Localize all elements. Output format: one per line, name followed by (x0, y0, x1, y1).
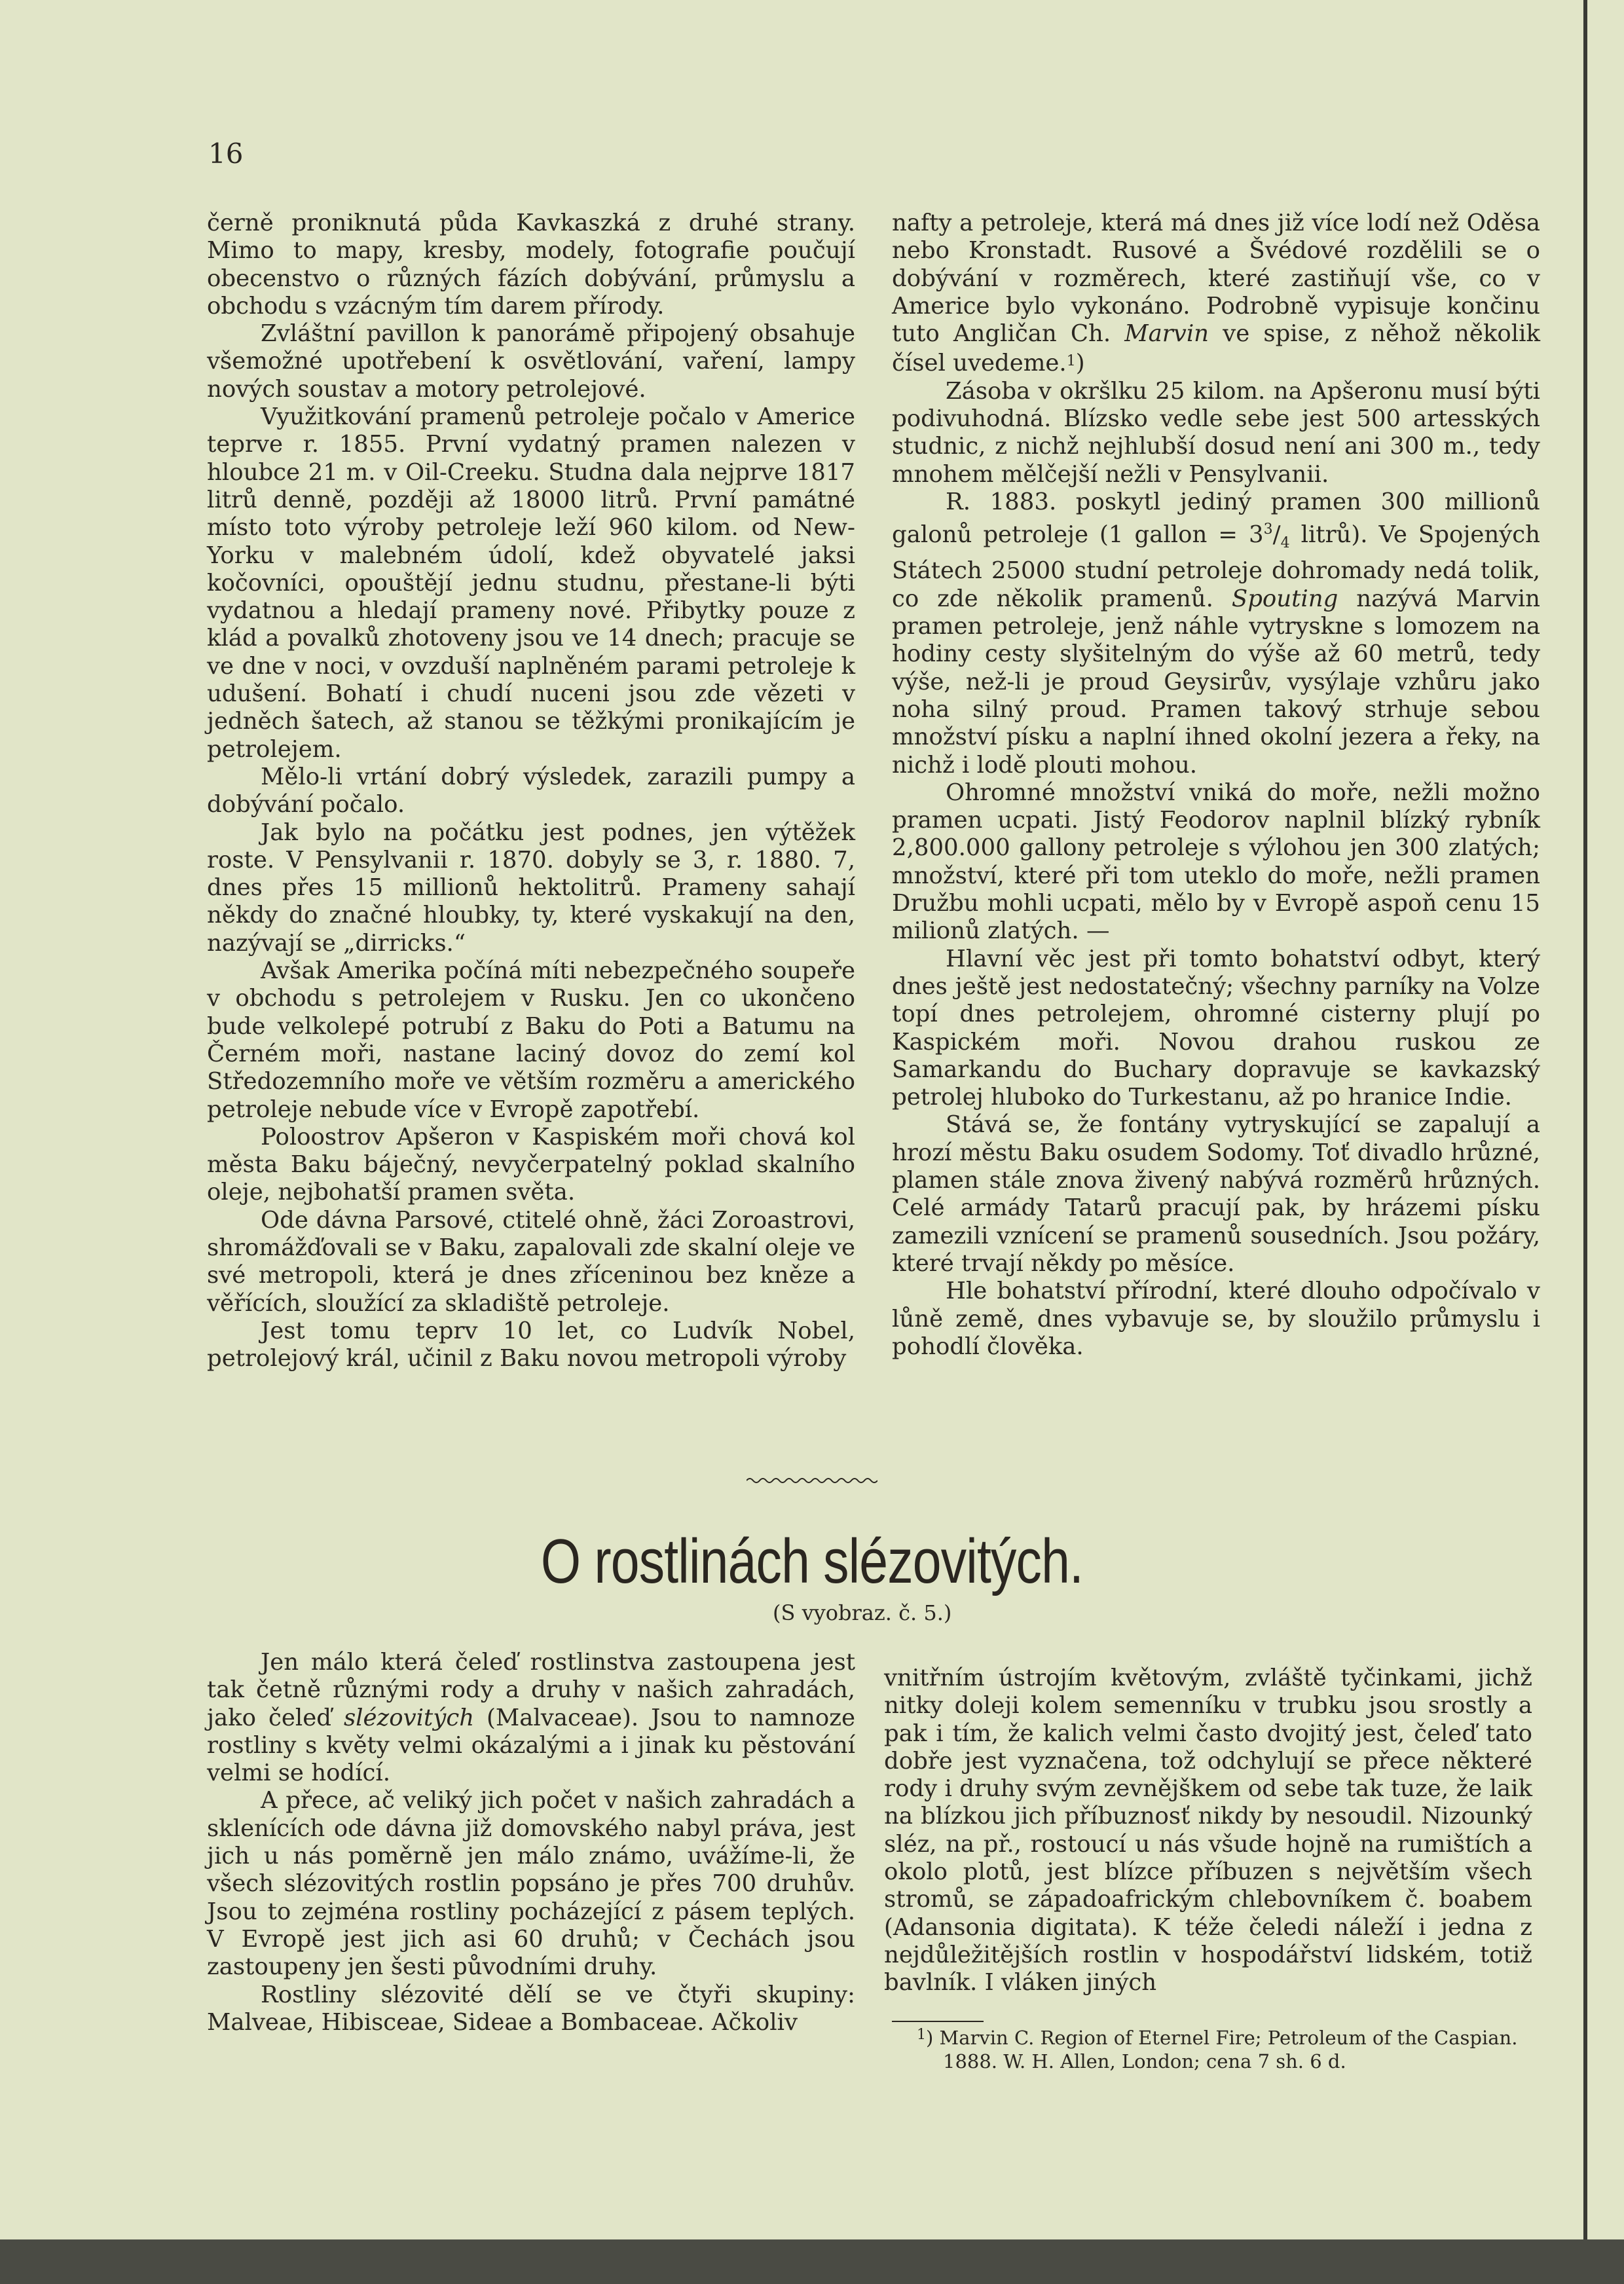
paragraph: Jest tomu teprv 10 let, co Ludvík Nobel, petrolejový král, učinil z Baku novou metropoli výroby (207, 1317, 855, 1372)
paragraph: Poloostrov Apšeron v Kaspiském moři chová kol města Baku báječný, nevyčerpatelný poklad skalního oleje, nejbohatší pramen světa. (207, 1123, 855, 1206)
paragraph: Ohromné množství vniká do moře, nežli možno pramen ucpati. Jistý Feodorov naplnil blízký rybník 2,800.000 gallony petroleje s výlohou jen 300 zlatých; množství, které při tom uteklo do moře, nežli pramen Družbu mohli ucpati, mělo by v Evropě aspoň cenu 15 milionů zlatých. — (892, 779, 1540, 945)
text-run: Jen málo která čeleď rostlinstva zastoupena jest tak četně různými rody a druhy v našich zahradách, jako čeleď (207, 1649, 855, 1731)
footnote-text: Marvin C. Region of Eternel Fire; Petroleum of the Caspian. 1888. W. H. Allen, London; cena 7 sh. 6 d. (939, 2027, 1518, 2072)
footnote-marker-paren: ) (926, 2027, 934, 2049)
author-name: Marvin (1124, 320, 1209, 348)
text-run: ve spise, z něhož několik čísel uvedeme. (892, 320, 1540, 377)
footnote (917, 2023, 1565, 2073)
paragraph: R. 1883. poskytl jediný pramen 300 millionů galonů petroleje (1 gallon = $3^3/_4$ litrů). Ve Spojených Státech 25000 studní petroleje dohromady nedá tolik, co zde několik pramenů. Spouting nazývá Marvin pramen petroleje, jenž náhle vytryskne s lomozem na hodiny cesty slyšitelným do výše až 60 metrů, tedy výše, než-li je proud Geysirův, vysýlaje vzhůru jako noha silný proud. Pramen takový strhuje sebou množství písku a naplní ihned okolní jezera a řeky, na nichž i lodě plouti mohou. (892, 488, 1540, 779)
paragraph: Využitkování pramenů petroleje počalo v Americe teprve r. 1855. První vydatný pramen nalezen v hloubce 21 m. v Oil-Creeku. Studna dala nejprve 1817 litrů denně, později až 18000 litrů. První památné místo toto výroby petroleje leží 960 kilom. od New-Yorku v malebném údolí, kdež obyvatelé jaksi kočovníci, opouštějí jednu studnu, přestane-li býti vydatnou a hledají prameny nové. Přibytky pouze z klád a povalků zhotoveny jsou ve 14 dnech; pracuje se ve dne v noci, v ovzduší naplněném parami petroleje k udušení. Bohatí i chudí nuceni jsou zde vězeti v jedněch šatech, až stanou se těžkými pronikajícím je petrolejem. (207, 403, 855, 763)
paragraph (207, 1649, 855, 1787)
paragraph: Zvláštní pavillon k panorámě připojený obsahuje všemožné upotřebení k osvětlování, vaření, lampy nových soustav a motory petrolejové. (207, 320, 855, 403)
page-edge-rule (1583, 0, 1587, 2239)
paragraph: Mělo-li vrtání dobrý výsledek, zarazili pumpy a dobývání počalo. (207, 763, 855, 819)
footnote-marker: 1 (917, 2027, 926, 2043)
paragraph: Stává se, že fontány vytryskující se zapalují a hrozí městu Baku osudem Sodomy. Toť divadlo hrůzné, plamen stále znova živený nabývá rozměrů hrůzných. Celé armády Tatarů pracují pak, by hrázemi písku zamezili vznícení se pramenů sousedních. Jsou požáry, které trvají někdy po měsíce. (892, 1111, 1540, 1277)
column-right (892, 210, 1540, 1361)
paragraph (892, 210, 1540, 378)
article-column-right (884, 1665, 1532, 1997)
paragraph: Avšak Amerika počíná míti nebezpečného soupeře v obchodu s petrolejem v Rusku. Jen co ukončeno bude velkolepé potrubí z Baku do Poti a Batumu na Černém moři, nastane laciný dovoz do zemí kol Středozemního moře ve větším rozměru a amerického petroleje nebude více v Evropě zapotřebí. (207, 957, 855, 1123)
paragraph: Hle bohatství přírodní, které dlouho odpočívalo v lůně země, dnes vybavuje se, by sloužilo průmyslu i pohodlí člověka. (892, 1278, 1540, 1360)
text-run: (Malvaceae). Jsou to namnoze rostliny s květy velmi okázalými a i jinak ku pěstování velmi se hodící. (207, 1704, 855, 1787)
paragraph: Ode dávna Parsové, ctitelé ohně, žáci Zoroastrovi, shromážďovali se v Baku, zapalovali zde skalní oleje ve své metropoli, která je dnes zříceninou bez kněze a věřících, sloužící za skladiště petroleje. (207, 1206, 855, 1317)
text-run: nafty a petroleje, která má dnes již více lodí než Oděsa nebo Kronstadt. Rusové a Švédové rozdělili se o dobývání v rozměrech, které zastiňují vše, co v Americe bylo vykonáno. Podrobně vypisuje končinu tuto Angličan Ch. (892, 210, 1540, 348)
paragraph: A přece, ač veliký jich počet v našich zahradách a sklenících ode dávna již domovského nabyl práva, jest jich u nás poměrně jen málo známo, uvážíme-li, že všech slézovitých rostlin popsáno je přes 700 druhův. Jsou to zejména rostliny pocházející z pásem teplých. V Evropě jest jich asi 60 druhů; v Čechách jsou zastoupeny jen šesti původními druhy. (207, 1787, 855, 1981)
page-number: 16 (208, 138, 244, 170)
text-run: nazývá Marvin pramen petroleje, jenž náhle vytryskne s lomozem na hodiny cesty slyšitelným do výše až 60 metrů, tedy výše, než-li je proud Geysirův, vysýlaje vzhůru jako noha silný proud. Pramen takový strhuje sebou množství písku a naplní ihned okolní jezera a řeky, na nichž i lodě plouti mohou. (892, 585, 1540, 779)
column-left (207, 210, 855, 1372)
article-title: O rostlinách slézovitých. (540, 1526, 1084, 1596)
paragraph: Jak bylo na počátku jest podnes, jen výtěžek roste. V Pensylvanii r. 1870. dobyly se 3, r. 1880. 7, dnes přes 15 millionů hektolitrů. Prameny sahají někdy do značné hloubky, ty, které vyskakují na den, nazývají se „dirricks.“ (207, 819, 855, 957)
paragraph: Hlavní věc jest při tomto bohatství odbyt, který dnes ještě jest nedostatečný; všechny parníky na Volze topí dnes petrolejem, ohromné cisterny plují po Kaspickém moři. Novou drahou ruskou ze Samarkandu do Buchary dopravuje se kavkazský petrolej hluboko do Turkestanu, až po hranice Indie. (892, 945, 1540, 1111)
paragraph: Rostliny slézovité dělí se ve čtyři skupiny: Malveae, Hibisceae, Sideae a Bombaceae. Ačkoliv (207, 1981, 855, 2036)
article-subtitle: (S vyobraz. č. 5.) (773, 1600, 952, 1625)
text-run: litrů). Ve Spojených Státech 25000 studní petroleje dohromady nedá tolik, co zde několik pramenů. (892, 521, 1540, 612)
paragraph: Zásoba v okršlku 25 kilom. na Apšeronu musí býti podivuhodná. Blízsko vedle sebe jest 500 artesských studnic, z nichž nejhlubší dosud není ani 300 m., tedy mnohem mělčejší nežli v Pensylvanii. (892, 377, 1540, 488)
footnote-rule (892, 2021, 984, 2022)
article-column-left (207, 1649, 855, 2036)
ornamental-separator (747, 1475, 877, 1486)
footnote-ref: 1 (1066, 353, 1076, 370)
paragraph: vnitřním ústrojím květovým, zvláště tyčinkami, jichž nitky doleji kolem semenníku v trubku jsou srostly a pak i tím, že kalich velmi často dvojitý jest, čeleď tato dobře jest vyznačena, tož odchylují se přece některé rody i druhy svým zevnějškem od sebe tak tuze, že laik na blízkou jich příbuznosť nikdy by nesoudil. Nizounký sléz, na př., rostoucí u nás všude hojně na rumištích a okolo plotů, jest blízce příbuzen s největším všech stromů, se západoafrickým chlebovníkem č. boabem (Adansonia digitata). K téže čeledi náleží i jedna z nejdůležitějších rostlin v hospodářství lidském, totiž bavlník. I vláken jiných (884, 1665, 1532, 1997)
footnote-ref-paren: ) (1075, 350, 1085, 377)
term: Spouting (1231, 585, 1338, 612)
fraction-denominator: 4 (1280, 535, 1290, 552)
fraction-numerator: 3 (1263, 521, 1273, 538)
text-run: R. 1883. poskytl jediný pramen 300 millionů galonů petroleje (1 gallon = 3 (892, 488, 1540, 549)
paragraph: černě proniknutá půda Kavkaszká z druhé strany. Mimo to mapy, kresby, modely, fotografie poučují obecenstvo o různých fázích dobývání, průmyslu a obchodu s vzácným tím darem přírody. (207, 210, 855, 320)
term: slézovitých (343, 1704, 475, 1731)
